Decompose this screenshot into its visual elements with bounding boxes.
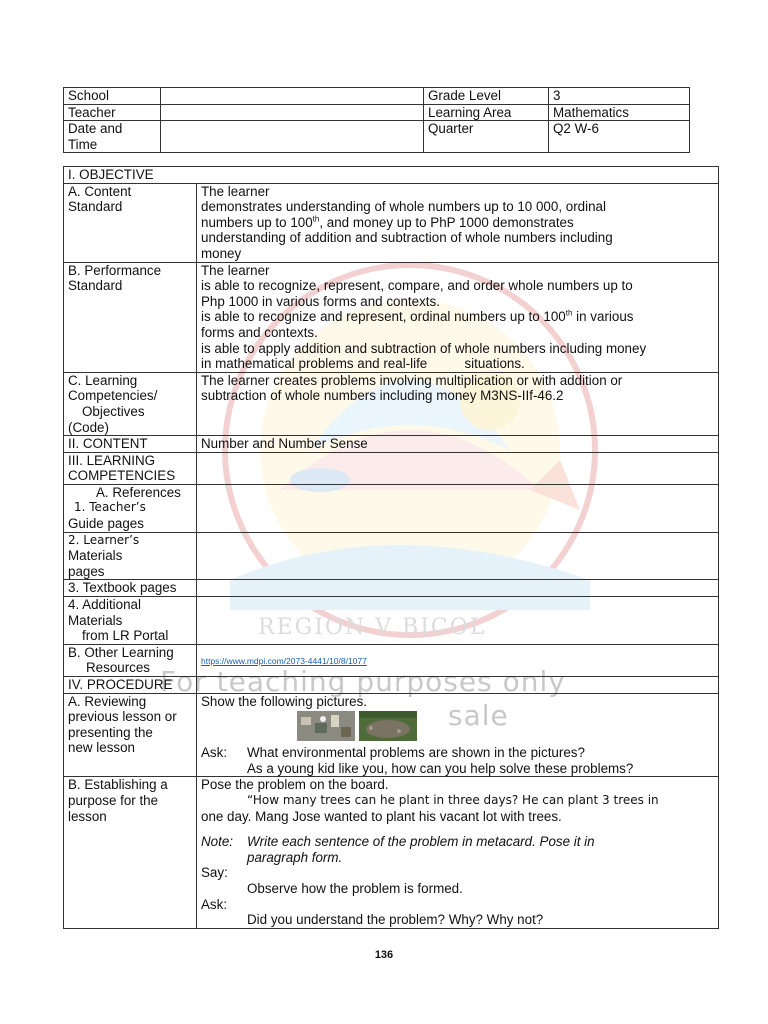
or-label-1: B. Other Learning	[68, 644, 174, 660]
say-label: Say:	[201, 865, 228, 881]
teacher-value	[161, 104, 424, 121]
ps-line-5: forms and contexts.	[201, 324, 318, 340]
note-label: Note:	[201, 834, 234, 850]
cs-line-2: demonstrates understanding of whole numbers up to 10 000, ordinal	[201, 199, 606, 215]
am-label-3: from LR Portal	[82, 628, 169, 644]
other-resources-link[interactable]: https://www.mdpi.com/2073-4441/10/8/1077	[201, 655, 367, 666]
learners-materials-label	[64, 532, 197, 580]
date-time-label	[64, 121, 161, 153]
learning-area-value: Mathematics	[549, 104, 690, 121]
ps-line-4a: is able to recognize and represent, ordinal numbers up to 100	[201, 309, 566, 325]
lesson-plan-table	[63, 166, 719, 929]
procedure-heading-value	[197, 677, 719, 694]
page-number: 136	[374, 949, 394, 961]
ps-line-4b: in various	[572, 309, 634, 325]
learning-competencies-value	[197, 452, 719, 484]
comp-label-2: Competencies/	[68, 388, 158, 404]
school-value	[161, 88, 424, 105]
environment-pictures	[297, 711, 714, 741]
ps-line-1: The learner	[201, 262, 270, 278]
cs-line-3	[201, 215, 714, 231]
or-label-2: Resources	[86, 660, 151, 676]
references-heading: A. References	[96, 484, 181, 500]
cs-line-3a: numbers up to 100	[201, 214, 313, 230]
ps-line-6: is able to apply addition and subtraction of whole numbers including money	[201, 340, 647, 356]
learning-competencies-label	[64, 452, 197, 484]
competencies-label	[64, 372, 197, 435]
reviewing-label	[64, 693, 197, 777]
watermark-text: For teaching purposes only	[160, 665, 566, 698]
watermark-text-sale: sale	[448, 699, 509, 732]
learners-materials-value	[197, 532, 719, 580]
performance-standard-text	[197, 262, 719, 372]
cs-line-5: money	[201, 245, 242, 261]
reviewing-text	[197, 693, 719, 777]
quarter-value: Q2 W-6	[549, 121, 690, 153]
garbage-pollution-image	[297, 711, 355, 741]
am-label-2: Materials	[68, 612, 123, 628]
ps-label-2: Standard	[68, 278, 123, 294]
teachers-guide-label-1: 1. Teacher’s	[74, 500, 146, 515]
cs-line-1: The learner	[201, 183, 270, 199]
grade-level-label: Grade Level	[424, 88, 549, 105]
ask-question-2: As a young kid like you, how can you help solve these problems?	[247, 760, 634, 776]
textbook-value	[197, 580, 719, 597]
comp-label-3: Objectives	[82, 403, 145, 419]
cs-line-4: understanding of addition and subtraction of whole numbers including	[201, 230, 613, 246]
references-value	[197, 484, 719, 532]
ask-line-1	[201, 745, 714, 761]
establishing-text	[197, 777, 719, 928]
ask2-label: Ask:	[201, 896, 228, 912]
content-standard-label	[64, 183, 197, 262]
ps-line-7: in mathematical problems and real-life situations.	[201, 356, 525, 372]
header-table	[63, 87, 690, 153]
ps-line-3: Php 1000 in various forms and contexts.	[201, 293, 440, 309]
additional-materials-label	[64, 597, 197, 645]
performance-standard-label	[64, 262, 197, 372]
date-label-line-2: Time	[68, 136, 98, 152]
ask-question-1: What environmental problems are shown in the pictures?	[247, 745, 585, 761]
establishing-label	[64, 777, 197, 928]
rev-label-4: new lesson	[68, 740, 135, 756]
rev-label-1: A. Reviewing	[68, 693, 147, 709]
other-resources-label	[64, 644, 197, 676]
spacer	[201, 824, 714, 834]
ps-line-4	[201, 309, 714, 325]
rev-label-3: presenting the	[68, 724, 153, 740]
ps-label-1: B. Performance	[68, 262, 162, 278]
est-label-3: lesson	[68, 808, 107, 824]
other-resources-value	[197, 644, 719, 676]
comp-line-2: subtraction of whole numbers including money M3NS-IIf-46.2	[201, 388, 564, 404]
objective-heading: I. OBJECTIVE	[64, 167, 719, 184]
lc-label-1: III. LEARNING	[68, 452, 156, 468]
cs-line-3-sup: th	[312, 214, 320, 224]
references-label	[64, 484, 197, 532]
am-label-1: 4. Additional	[68, 597, 141, 613]
problem-line-1: “How many trees can he plant in three days? He can plant 3 trees in	[247, 792, 659, 807]
content-standard-label-1: A. Content	[68, 183, 132, 199]
teacher-label: Teacher	[64, 104, 161, 121]
ps-line-2: is able to recognize, represent, compare, and order whole numbers up to	[201, 278, 633, 294]
problem-line-2: one day. Mang Jose wanted to plant his vacant lot with trees.	[201, 808, 562, 824]
rev-label-2: previous lesson or	[68, 709, 177, 725]
deforestation-image	[359, 711, 417, 741]
date-time-value	[161, 121, 424, 153]
content-value: Number and Number Sense	[197, 436, 719, 453]
grade-level-value: 3	[549, 88, 690, 105]
lm-label-1: 2. Learner’s	[68, 532, 140, 547]
comp-label-1: C. Learning	[68, 372, 138, 388]
lm-label-2: Materials	[68, 548, 123, 564]
say-text: Observe how the problem is formed.	[247, 880, 463, 896]
content-label: II. CONTENT	[64, 436, 197, 453]
content-standard-text	[197, 183, 719, 262]
competencies-text	[197, 372, 719, 435]
quarter-label: Quarter	[424, 121, 549, 153]
comp-label-4: (Code)	[68, 419, 109, 435]
content-standard-label-2: Standard	[68, 199, 123, 215]
learning-area-label: Learning Area	[424, 104, 549, 121]
textbook-label: 3. Textbook pages	[64, 580, 197, 597]
lc-label-2: COMPETENCIES	[68, 468, 176, 484]
ps-line-4-sup: th	[565, 308, 573, 318]
pose-line: Pose the problem on the board.	[201, 777, 389, 793]
date-label-line-1: Date and	[68, 121, 123, 137]
est-label-2: purpose for the	[68, 792, 159, 808]
lm-label-3: pages	[68, 563, 105, 579]
ask2-text: Did you understand the problem? Why? Why not?	[247, 912, 544, 928]
procedure-heading: IV. PROCEDURE	[64, 677, 197, 694]
est-label-1: B. Establishing a	[68, 777, 168, 793]
school-label: School	[64, 88, 161, 105]
comp-line-1: The learner creates problems involving multiplication or with addition or	[201, 372, 623, 388]
note-text-1: Write each sentence of the problem in metacard. Pose it in	[247, 834, 595, 850]
additional-materials-value	[197, 597, 719, 645]
teachers-guide-label-2: Guide pages	[68, 516, 144, 532]
note-text-2: paragraph form.	[247, 849, 343, 865]
reviewing-intro: Show the following pictures.	[201, 693, 367, 709]
ask-label: Ask:	[201, 745, 228, 761]
note-line-1	[201, 834, 714, 850]
watermark-region: REGION V BICOL	[258, 615, 487, 640]
cs-line-3b: , and money up to PhP 1000 demonstrates	[319, 214, 574, 230]
